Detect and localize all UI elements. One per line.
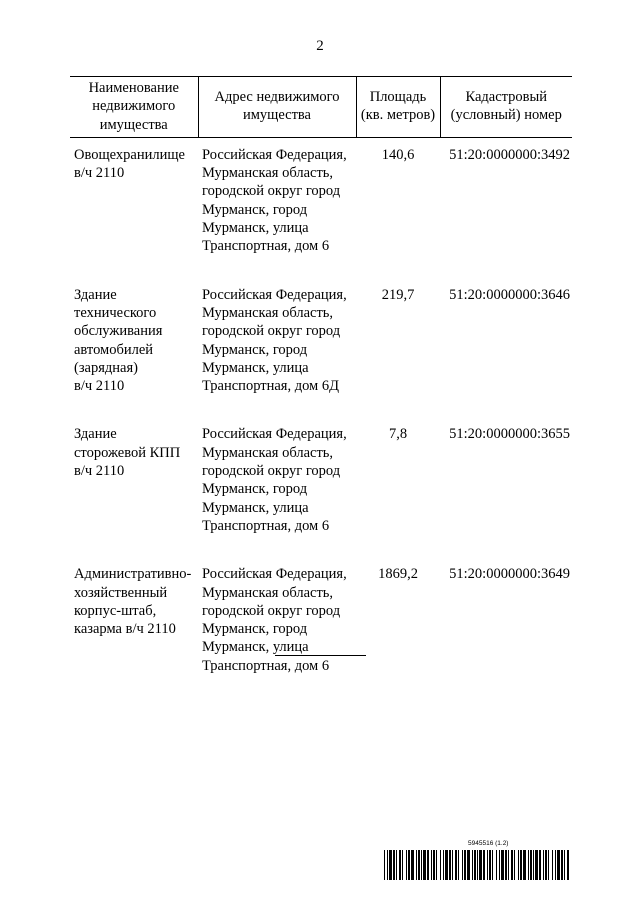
barcode-bar	[455, 850, 457, 880]
barcode-bar	[548, 850, 549, 880]
barcode-image	[384, 850, 570, 880]
barcode-bar	[449, 850, 451, 880]
barcode-bar	[393, 850, 395, 880]
cadastral-number: 51:20:0000000:3646	[449, 286, 570, 303]
table-row	[70, 286, 572, 426]
barcode-bar	[543, 850, 544, 880]
property-name: Административно- хозяйственный корпус-штаб, казарма в/ч 2110	[74, 566, 192, 638]
barcode-bar	[514, 850, 515, 880]
barcode-bar	[523, 850, 526, 880]
barcode-bar	[511, 850, 513, 880]
header-cadastral-number: Кадастровый (условный) номер	[440, 77, 572, 138]
barcode-bar	[452, 850, 453, 880]
barcode-bar	[427, 850, 429, 880]
barcode-bar	[487, 850, 488, 880]
barcode-bar	[431, 850, 432, 880]
barcode-bar	[499, 850, 500, 880]
cadastral-number: 51:20:0000000:3492	[449, 146, 570, 163]
property-address: Российская Федерация, Мурманская область, городской округ город Мурманск, город Мурманск, улица Транспортная, дом 6	[202, 426, 347, 534]
barcode-bar	[416, 850, 417, 880]
property-area: 1869,2	[378, 566, 418, 583]
barcode-bar	[384, 850, 385, 880]
barcode-bar	[418, 850, 420, 880]
barcode-bar	[530, 850, 532, 880]
barcode-bar	[440, 850, 441, 880]
barcode-bar	[436, 850, 437, 880]
property-area: 7,8	[388, 426, 408, 443]
barcode-bar	[411, 850, 414, 880]
barcode-bar	[567, 850, 569, 880]
barcode-bar	[472, 850, 473, 880]
barcode-bar	[474, 850, 476, 880]
barcode-bar	[402, 850, 403, 880]
barcode-bar	[433, 850, 435, 880]
property-name: Овощехранилище в/ч 2110	[74, 146, 185, 182]
page-number: 2	[316, 38, 324, 54]
barcode-bar	[492, 850, 493, 880]
property-name: Здание сторожевой КПП в/ч 2110	[74, 426, 181, 480]
property-name: Здание технического обслуживания автомобилей (зарядная) в/ч 2110	[74, 286, 163, 395]
barcode-bar	[518, 850, 519, 880]
barcode-bar	[483, 850, 485, 880]
barcode-bar	[445, 850, 448, 880]
barcode-bar	[501, 850, 504, 880]
table-header-row	[70, 77, 572, 138]
barcode-bar	[496, 850, 497, 880]
header-address: Адрес недвижимого имущества	[198, 77, 356, 138]
header-area: Площадь (кв. метров)	[356, 77, 440, 138]
barcode-bar	[406, 850, 407, 880]
barcode-number: 5945516 (1.2)	[468, 840, 509, 847]
barcode-bar	[561, 850, 563, 880]
barcode-bar	[423, 850, 426, 880]
barcode-bar	[557, 850, 560, 880]
end-of-document-rule	[275, 655, 366, 656]
barcode-bar	[464, 850, 466, 880]
barcode-bar	[539, 850, 541, 880]
cadastral-number: 51:20:0000000:3649	[449, 566, 570, 583]
barcode-bar	[387, 850, 388, 880]
property-address: Российская Федерация, Мурманская область, городской округ город Мурманск, город Мурманск, улица Транспортная, дом 6Д	[202, 286, 347, 395]
barcode-bar	[462, 850, 463, 880]
barcode-bar	[505, 850, 507, 880]
barcode-bar	[552, 850, 553, 880]
barcode-bar	[533, 850, 534, 880]
barcode-bar	[389, 850, 392, 880]
barcode-bar	[528, 850, 529, 880]
barcode-bar	[443, 850, 444, 880]
table-row	[70, 137, 572, 285]
barcode-bar	[535, 850, 538, 880]
barcode-bar	[555, 850, 556, 880]
barcode-bar	[545, 850, 547, 880]
header-property-name: Наименование недвижимого имущества	[70, 77, 198, 138]
table-row	[70, 565, 572, 705]
barcode-bar	[564, 850, 565, 880]
cadastral-number: 51:20:0000000:3655	[449, 426, 570, 443]
property-area: 219,7	[381, 286, 415, 303]
barcode-bar	[467, 850, 470, 880]
barcode-bar	[479, 850, 482, 880]
property-address: Российская Федерация, Мурманская область, городской округ город Мурманск, город Мурманск, улица Транспортная, дом 6	[202, 146, 347, 255]
barcode-bar	[421, 850, 422, 880]
barcode-bar	[489, 850, 491, 880]
property-table	[70, 76, 572, 705]
barcode-bar	[520, 850, 522, 880]
barcode-bar	[396, 850, 397, 880]
barcode-bar	[477, 850, 478, 880]
barcode-bar	[399, 850, 401, 880]
property-address: Российская Федерация, Мурманская область, городской округ город Мурманск, город Мурманск, улица Транспортная, дом 6	[202, 566, 347, 674]
barcode-bar	[458, 850, 459, 880]
barcode-bar	[408, 850, 410, 880]
barcode-bar	[508, 850, 509, 880]
table-row	[70, 425, 572, 565]
property-area: 140,6	[381, 146, 415, 163]
